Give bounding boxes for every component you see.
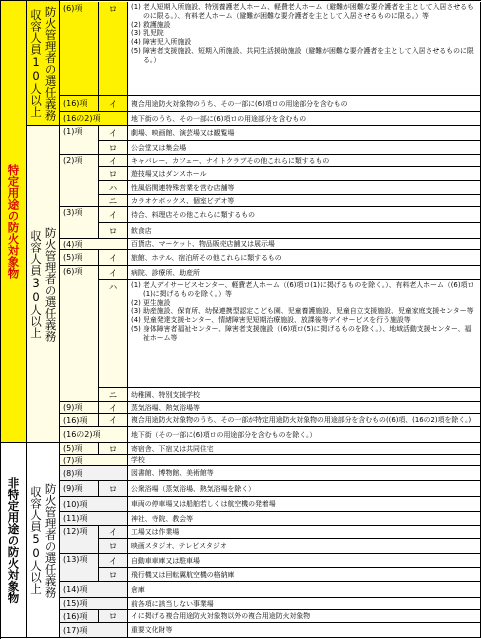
group-3-cell [27, 443, 60, 638]
item-cell [60, 427, 128, 443]
description-text: 神社、寺院、教会等 [131, 514, 194, 523]
description-cell [128, 598, 481, 610]
sub-label: ロ [108, 169, 118, 180]
sub-cell [99, 2, 128, 96]
line-number: (3) [131, 307, 141, 316]
sub-label: ロ [108, 570, 118, 581]
item-cell [60, 414, 99, 427]
group-2-label2: 防火管理者の選任義務 [43, 226, 58, 342]
item-label: (14)項 [63, 585, 88, 594]
sub-label: イ [108, 210, 118, 221]
item-label: (6)項 [63, 267, 83, 276]
item-label: (16)項 [63, 99, 88, 108]
description-text: 倉庫 [131, 585, 145, 594]
category-special-cell [1, 1, 27, 443]
group-3-label1: 収容人員50人以上 [29, 485, 43, 595]
item-label: (9)項 [63, 484, 83, 493]
item-cell [60, 155, 99, 207]
sub-label: ハ [108, 183, 118, 194]
sub-cell [99, 207, 128, 223]
sub-cell [99, 126, 128, 141]
sub-cell [99, 526, 128, 539]
sub-cell [99, 155, 128, 167]
sub-label: ロ [108, 5, 118, 15]
item-label: (16)項 [63, 415, 88, 425]
description-cell [128, 223, 481, 239]
category-nonspecial-cell [1, 443, 27, 638]
description-text: 重要文化財等 [131, 626, 173, 635]
line-text: 児童発達支援センター、情緒障害児短期治療施設、放課後等デイサービスを行う施設等 [143, 316, 411, 325]
item-cell [60, 266, 99, 402]
sub-label: ニ [108, 196, 118, 207]
sub-label: イ [108, 268, 118, 279]
line-text: 老人デイサービスセンター、軽費老人ホーム（(6)項ロ(1)に掲げるものを除く。）、有料老人ホーム（(6)項ロ(1)に掲げるものを除く。）等 [143, 281, 475, 298]
category-special-label: 特定用途の防火対象物 [6, 164, 21, 279]
sub-cell [99, 96, 128, 112]
description-text: 蒸気浴場、熱気浴場等 [131, 403, 200, 412]
description-text: 地下街（その一部に(6)項ロの用途部分を含むものを除く。） [131, 430, 317, 439]
item-label: (1)項 [63, 127, 83, 136]
item-label: (3)項 [63, 208, 83, 217]
description-line [131, 21, 478, 30]
line-number: (2) [131, 20, 141, 29]
line-text: 助産施設、保育所、幼保連携型認定こども園、児童養護施設、児童自立支援施設、児童家庭支援センター等 [143, 307, 474, 316]
description-text: 寄宿舎、下宿又は共同住宅 [131, 444, 214, 453]
item-cell [60, 481, 99, 497]
description-cell [128, 466, 481, 481]
description-text: 前各項に該当しない事業場 [131, 599, 214, 608]
item-cell [60, 582, 128, 598]
sub-label: ロ [108, 484, 118, 495]
description-cell [128, 112, 481, 126]
description-cell [128, 481, 481, 497]
description-text: 幼稚園、特別支援学校 [131, 390, 200, 399]
description-text: 自動車車庫又は駐車場 [131, 556, 200, 565]
item-label: (11)項 [63, 514, 88, 523]
group-2-cell [27, 126, 60, 443]
sub-cell [99, 280, 128, 388]
item-cell [60, 623, 128, 638]
sub-cell [99, 223, 128, 239]
item-cell [60, 598, 128, 610]
sub-cell [99, 443, 128, 455]
line-number: (1) [131, 3, 141, 11]
sub-cell [99, 250, 128, 266]
description-cell [128, 181, 481, 195]
description-cell [128, 539, 481, 554]
description-cell [128, 239, 481, 250]
sub-cell [99, 141, 128, 155]
description-line [131, 316, 478, 325]
description-cell [128, 167, 481, 181]
sub-cell [99, 568, 128, 582]
group-1-labels [29, 1, 56, 125]
description-text: 遊技場又はダンスホール [131, 169, 207, 178]
description-text: 複合用途防火対象物のうち、その一部に(6)項ロの用途部分を含むもの [131, 99, 348, 108]
description-cell [128, 402, 481, 414]
item-cell [60, 96, 99, 112]
description-text: 性風俗関連特殊営業を営む店舗等 [131, 183, 235, 192]
item-label: (13)項 [63, 555, 88, 564]
item-label: (9)項 [63, 403, 83, 412]
item-label: (6)項 [63, 4, 83, 13]
description-text: 待合、料理店その他これらに類するもの [131, 210, 256, 219]
sub-label: ニ [108, 390, 118, 401]
line-text: 救護施設 [143, 20, 171, 29]
item-cell [60, 250, 99, 266]
description-cell [128, 155, 481, 167]
description-cell [128, 280, 481, 388]
description-line [131, 3, 478, 21]
sub-label: イ [108, 556, 118, 567]
description-text: 複合用途防火対象物のうち、その一部が特定用途防火対象物の用途部分を含むもの((6)項、(16の2)項を除く。) [131, 416, 472, 425]
item-cell [60, 497, 128, 512]
sub-label: イ [108, 253, 118, 264]
description-cell [128, 497, 481, 512]
item-cell [60, 112, 128, 126]
sub-label: ハ [108, 283, 118, 293]
line-number: (5) [131, 325, 141, 334]
item-label: (5)項 [63, 444, 83, 453]
sub-label: ロ [108, 143, 118, 154]
description-cell [128, 388, 481, 402]
description-text: イに掲げる複合用途防火対象物以外の複合用途防火対象物 [131, 612, 311, 621]
item-label: (10)項 [63, 499, 88, 509]
description-cell [128, 443, 481, 455]
item-cell [60, 126, 99, 155]
description-cell [128, 582, 481, 598]
description-cell [128, 141, 481, 155]
item-label: (5)項 [63, 253, 83, 262]
description-cell [128, 427, 481, 443]
sub-cell [99, 554, 128, 568]
description-line [131, 38, 478, 47]
description-text: 劇場、映画館、演芸場又は観覧場 [131, 129, 235, 138]
sub-label: ロ [108, 612, 118, 622]
description-cell [128, 554, 481, 568]
description-cell [128, 2, 481, 96]
line-text: 乳児院 [143, 29, 164, 38]
description-cell [128, 526, 481, 539]
category-nonspecial-label: 非特定用途の防火対象物 [6, 476, 21, 604]
sub-cell [99, 181, 128, 195]
sub-label: イ [108, 156, 118, 167]
item-cell [60, 455, 128, 466]
sub-cell [99, 539, 128, 554]
item-label: (16)項 [63, 611, 88, 621]
line-number: (4) [131, 316, 141, 325]
item-cell [60, 512, 128, 526]
description-cell [128, 266, 481, 280]
item-label: (7)項 [63, 455, 83, 465]
sub-cell [99, 402, 128, 414]
line-number: (1) [131, 281, 141, 289]
description-text: 百貨店、マーケット、物品販売店舗又は展示場 [131, 240, 275, 249]
sub-cell [99, 167, 128, 181]
description-text: 工場又は作業場 [131, 528, 180, 537]
description-text: 病院、診療所、助産所 [131, 268, 200, 277]
item-label: (2)項 [63, 156, 83, 165]
description-line [131, 29, 478, 38]
sub-label: イ [108, 129, 118, 139]
item-label: (15)項 [63, 599, 88, 608]
sub-label: ロ [108, 542, 118, 552]
item-label: (4)項 [63, 239, 83, 249]
sub-label: イ [108, 99, 118, 110]
item-cell [60, 466, 128, 481]
item-label: (16の2)項 [63, 114, 101, 123]
line-text: 更生施設 [143, 298, 171, 307]
group-3-label2: 防火管理者の選任義務 [43, 482, 58, 598]
description-line [131, 47, 478, 65]
description-cell [128, 623, 481, 638]
description-line [131, 325, 478, 343]
sub-cell [99, 610, 128, 623]
sub-cell [99, 195, 128, 207]
description-text: 映画スタジオ、テレビスタジオ [131, 542, 227, 551]
item-label: (17)項 [63, 625, 88, 635]
description-cell [128, 568, 481, 582]
description-text: 公衆浴場（蒸気浴場、熱気浴場を除く） [131, 484, 256, 493]
line-number: (4) [131, 38, 141, 47]
item-cell [60, 610, 99, 623]
sub-label: ロ [108, 444, 118, 455]
sub-label: ロ [108, 226, 118, 237]
description-text: 車両の停車場又は船舶若しくは航空機の発着場 [131, 500, 276, 509]
line-text: 障害者支援施設、短期入所施設、共同生活援助施設（避難が困難な要介護者を主として入居させるものに限る。） [143, 47, 474, 64]
group-1-cell [27, 1, 60, 126]
sub-cell [99, 481, 128, 497]
item-cell [60, 207, 99, 239]
line-number: (2) [131, 298, 141, 307]
group-3-labels [29, 443, 56, 637]
item-label: (12)項 [63, 527, 88, 536]
line-number: (3) [131, 29, 141, 38]
description-cell [128, 610, 481, 623]
line-text: 障害児入所施設 [143, 38, 192, 47]
description-text: 学校 [131, 456, 145, 465]
item-cell [60, 239, 128, 250]
description-text: カラオケボックス、個室ビデオ等 [131, 196, 235, 205]
description-cell [128, 512, 481, 526]
item-label: (16の2)項 [63, 430, 101, 439]
sub-label: イ [108, 528, 118, 538]
description-text: 飛行機又は回転翼航空機の格納庫 [131, 570, 235, 579]
description-text: 公会堂又は集会場 [131, 143, 187, 152]
sub-label: イ [108, 416, 118, 426]
item-label: (8)項 [63, 468, 83, 478]
description-text: 地下街のうち、その一部に(6)項ロの用途部分を含むもの [131, 114, 307, 123]
description-cell [128, 250, 481, 266]
sub-cell [99, 266, 128, 280]
group-2-label1: 収容人員30人以上 [29, 229, 43, 339]
description-text: 図書館、博物館、美術館等 [131, 469, 214, 478]
sub-cell [99, 414, 128, 427]
group-1-label1: 収容人員10人以上 [29, 8, 43, 118]
sub-cell [99, 388, 128, 402]
line-text: 老人短期入所施設、特別養護老人ホーム、軽費老人ホーム（避難が困難な要介護者を主として入居させるものに限る。）、有料老人ホーム（避難が困難な要介護者を主として入居させるものに限る。）等 [143, 3, 474, 20]
line-text: 身体障害者福祉センター、障害者支援施設（(6)項ロ(5)に掲げるものを除く。）、地域活動支援センター、福祉ホーム等 [143, 325, 472, 342]
description-line [131, 307, 478, 316]
item-cell [60, 402, 99, 414]
group-1-label2: 防火管理者の選任義務 [43, 5, 58, 121]
line-number: (5) [131, 47, 141, 56]
description-text: キャバレー、カフェー、ナイトクラブその他これらに類するもの [131, 156, 330, 165]
item-cell [60, 554, 99, 582]
description-text: 旅館、ホテル、宿泊所その他これらに類するもの [131, 253, 282, 262]
description-cell [128, 207, 481, 223]
description-cell [128, 414, 481, 427]
description-cell [128, 96, 481, 112]
description-text: 飲食店 [131, 226, 152, 235]
description-cell [128, 126, 481, 141]
item-cell [60, 2, 99, 96]
description-cell [128, 455, 481, 466]
description-line [131, 281, 478, 299]
sub-label: イ [108, 403, 118, 414]
description-cell [128, 195, 481, 207]
item-cell [60, 443, 99, 455]
item-cell [60, 526, 99, 554]
group-2-labels [29, 126, 56, 442]
